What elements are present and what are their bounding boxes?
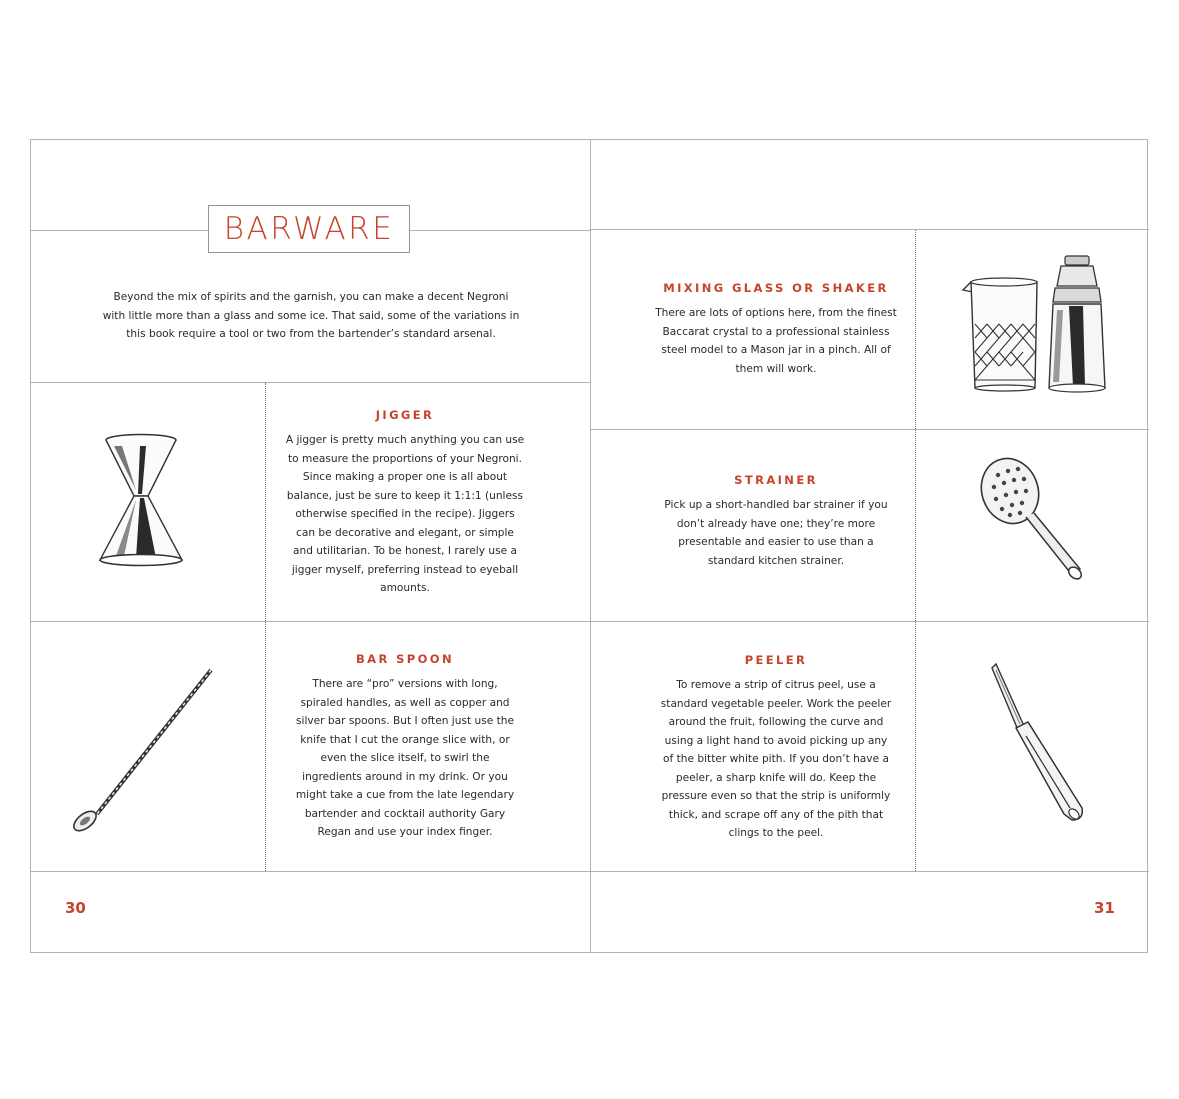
header-rule-right [590,229,1149,230]
jigger-section [285,408,525,598]
page-number-left: 30 [65,899,86,917]
mixing-glass-text: There are lots of options here, from the finest Baccarat crystal to a professional stainless steel model to a Mason jar in a pinch. All of them will work. [655,307,897,375]
intro-bottom-rule [31,382,590,383]
mixing-glass-section [655,281,897,378]
peeler-illustration [984,662,1094,827]
header-rule-left [31,230,208,231]
bar-spoon-text: There are “pro” versions with long, spiraled handles, as well as copper and silver bar spoons. But I often just use the knife that I cut the orange slice with, or even the slice itself, to swirl the ingredients around in my drink. Or you might take a cue from the late legendary bartender and cocktail authority Gary Regan and use your index finger. [295,678,515,838]
book-spread [30,139,1148,953]
mixing-glass-heading: MIXING GLASS OR SHAKER [663,281,889,295]
intro-paragraph: Beyond the mix of spirits and the garnish, you can make a decent Negroni with little more than a glass and some ice. That said, some of the variations in this book require a tool or two from the bartender’s standard arsenal. [102,291,520,340]
strainer-text: Pick up a short-handled bar strainer if you don’t already have one; they’re more presentable and easier to use than a standard kitchen strainer. [664,499,888,567]
peeler-text: To remove a strip of citrus peel, use a standard vegetable peeler. Work the peeler around the fruit, following the curve and using a light hand to avoid picking up any of the bitter white pith. If you don’t have a peeler, a sharp knife will do. Keep the pressure even so that the strip is uniformly thick, and scrape off any of the pith that clings to the peel. [660,679,892,839]
peeler-section [660,653,892,843]
right-mid-rule [590,429,1149,430]
jigger-illustration [96,432,188,572]
footer-rule [31,871,1149,872]
strainer-illustration [976,455,1086,590]
right-dotted-divider [915,230,916,871]
page-title: BARWARE [223,211,395,247]
bar-spoon-heading: BAR SPOON [355,652,454,666]
header-rule-mid [410,230,590,231]
jigger-heading: JIGGER [375,408,435,422]
mixing-glass-shaker-illustration [957,254,1127,399]
bar-spoon-section [290,652,520,842]
jigger-text: A jigger is pretty much anything you can use to measure the proportions of your Negroni. Since making a proper one is all about balance, just be sure to keep it 1:1:1 (unless otherwise specified in the recipe). Jiggers can be decorative and elegant, or simple and utilitarian. To be honest, I rarely use a jigger myself, preferring instead to eyeball amounts. [285,434,525,594]
page-title-box [208,205,410,253]
gutter-line [590,140,591,953]
left-dotted-divider [265,383,266,871]
strainer-section [655,473,897,570]
bar-spoon-illustration [67,664,217,834]
strainer-heading: STRAINER [734,473,818,487]
peeler-heading: PEELER [744,653,808,667]
page-number-right: 31 [1094,899,1115,917]
row-rule [31,621,1149,622]
